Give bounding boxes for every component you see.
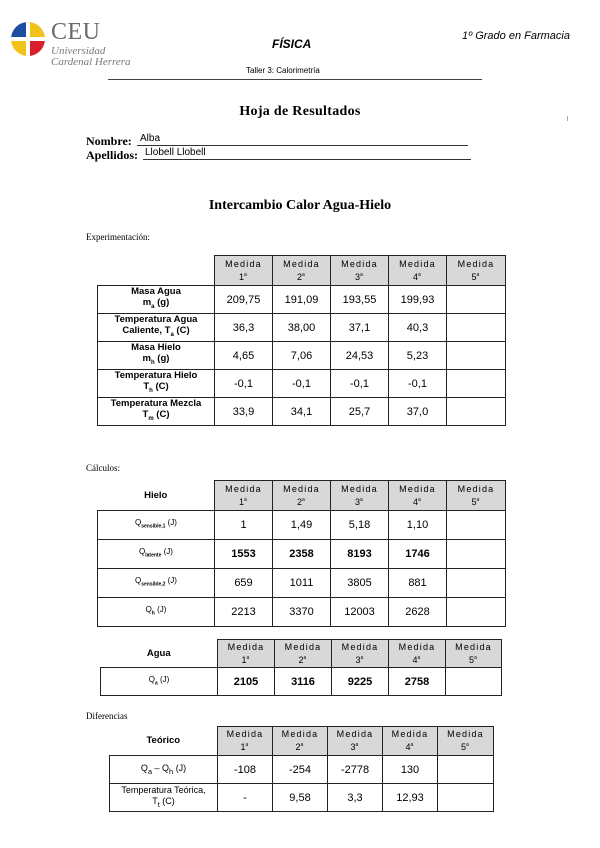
q-symbol: Q	[135, 576, 142, 586]
value-cell-2[interactable]: 9,58	[273, 784, 328, 812]
row-label-unit: (g)	[154, 297, 170, 309]
measure-word: Medida	[391, 729, 429, 739]
q-unit: (J)	[154, 605, 167, 615]
table-row	[98, 598, 506, 627]
measure-ordinal: a	[360, 654, 365, 661]
measure-header-3	[331, 481, 389, 511]
measure-number: 5	[471, 271, 477, 282]
row-label	[98, 511, 215, 540]
value-cell-5[interactable]	[438, 784, 494, 812]
header-divider	[108, 79, 482, 80]
measure-word: Medida	[457, 258, 495, 269]
table-row	[98, 569, 506, 598]
measure-number: 3	[355, 654, 361, 665]
row-label-symbol: T	[143, 381, 150, 393]
value-cell-5[interactable]	[447, 398, 506, 426]
value-cell-4[interactable]: 881	[389, 569, 447, 598]
corner-cell	[98, 256, 215, 286]
value-cell-1[interactable]: 209,75	[215, 286, 273, 314]
differences-table	[109, 726, 494, 812]
logo-line2: Cardenal Herrera	[51, 56, 131, 68]
measure-ordinal: a	[302, 271, 306, 278]
value-cell-5[interactable]	[447, 569, 506, 598]
measure-number: 3	[355, 271, 361, 282]
measure-word: Medida	[225, 483, 262, 494]
measure-header-2	[275, 640, 332, 668]
measure-ordinal: a	[360, 496, 364, 503]
q-unit: (J)	[157, 674, 170, 684]
value-cell-5[interactable]	[446, 668, 502, 696]
row-label	[98, 370, 215, 398]
surname-label: Apellidos:	[86, 148, 139, 162]
measure-header-5	[438, 727, 494, 756]
row-label-unit: (C)	[173, 325, 190, 337]
measure-header-3	[328, 727, 383, 756]
measure-header-1	[215, 481, 273, 511]
table-row	[110, 756, 494, 784]
differences-label: Diferencias	[86, 711, 128, 721]
q-minus: – Q	[152, 762, 170, 773]
value-cell-3[interactable]: 193,55	[331, 286, 389, 314]
value-cell-3[interactable]: 24,53	[331, 342, 389, 370]
row-label-line1: Temperatura Mezcla	[110, 398, 202, 410]
table-row	[98, 342, 506, 370]
table-header-row	[101, 640, 502, 668]
table-row	[98, 286, 506, 314]
row-label	[98, 398, 215, 426]
row-label	[98, 540, 215, 569]
ceu-emblem-icon	[11, 22, 45, 56]
measure-word: Medida	[283, 258, 320, 269]
row-label	[98, 314, 215, 342]
measure-number: 3	[355, 496, 361, 507]
row-label-subscript: h	[151, 359, 155, 366]
measure-word: Medida	[399, 483, 436, 494]
row-label-symbol: T	[152, 796, 158, 807]
measure-ordinal: a	[303, 654, 308, 661]
logo-brand: CEU	[51, 19, 101, 45]
measure-header-5	[447, 481, 506, 511]
value-cell-5[interactable]	[447, 598, 506, 627]
measure-number: 2	[297, 496, 303, 507]
value-cell-1[interactable]: -0,1	[215, 370, 273, 398]
q-subscript: sensible,1	[141, 523, 166, 530]
table-header-row	[110, 727, 494, 756]
value-cell-4[interactable]: 130	[383, 756, 438, 784]
measure-ordinal: a	[355, 742, 360, 748]
q-symbol: Q	[135, 518, 142, 528]
value-cell-2[interactable]: 3370	[273, 598, 331, 627]
q-subscript: a	[147, 766, 152, 776]
q-unit: (J)	[165, 576, 177, 586]
measure-word: Medida	[341, 483, 378, 494]
value-cell-3[interactable]: 8193	[331, 540, 389, 569]
row-label-line1: Masa Hielo	[131, 342, 181, 354]
value-cell-1[interactable]: -	[218, 784, 273, 812]
row-label-subscript: m	[148, 415, 154, 422]
calculations-label: Cálculos:	[86, 463, 120, 473]
grade-label: 1º Grado en Farmacia	[462, 30, 570, 42]
measure-ordinal: a	[418, 496, 422, 503]
row-label	[101, 668, 218, 696]
measure-word: Medida	[455, 641, 492, 652]
surname-field[interactable]: Llobell Llobell	[145, 147, 206, 158]
q-symbol: Q	[140, 762, 148, 773]
value-cell-1[interactable]: 33,9	[215, 398, 273, 426]
measure-word: Medida	[227, 641, 265, 652]
table-row	[98, 370, 506, 398]
value-cell-4[interactable]: 40,3	[389, 314, 447, 342]
value-cell-5[interactable]	[447, 286, 506, 314]
measure-header-2	[273, 481, 331, 511]
measure-number: 1	[239, 496, 245, 507]
measure-header-3	[332, 640, 389, 668]
value-cell-4[interactable]: 2628	[389, 598, 447, 627]
workshop-label: Taller 3: Calorimetría	[246, 66, 320, 75]
name-label: Nombre:	[86, 134, 132, 148]
measure-ordinal: a	[244, 271, 248, 278]
measure-number: 5	[461, 742, 467, 752]
q-subscript: a	[154, 680, 158, 687]
value-cell-4[interactable]: 5,23	[389, 342, 447, 370]
measure-number: 4	[413, 271, 419, 282]
row-label-subscript: a	[170, 331, 174, 338]
value-cell-2[interactable]: 2358	[273, 540, 331, 569]
value-cell-5[interactable]	[447, 540, 506, 569]
sheet-title: Hoja de Resultados	[239, 104, 361, 119]
q-subscript: latente	[145, 552, 162, 559]
measure-header-2	[273, 727, 328, 756]
q-unit: (J)	[165, 518, 177, 528]
row-label-line1: Temperatura Teórica,	[121, 785, 206, 796]
value-cell-2[interactable]: 1,49	[273, 511, 331, 540]
value-cell-2[interactable]: 7,06	[273, 342, 331, 370]
measure-header-5	[447, 256, 506, 286]
value-cell-1[interactable]: 1553	[215, 540, 273, 569]
row-label-line1: Temperatura Agua	[114, 314, 198, 326]
table-row	[98, 540, 506, 569]
measure-ordinal: a	[410, 742, 415, 748]
measure-ordinal: a	[417, 654, 422, 661]
value-cell-2[interactable]: 191,09	[273, 286, 331, 314]
table-row	[98, 314, 506, 342]
value-cell-3[interactable]: 3805	[331, 569, 389, 598]
subject-title: FÍSICA	[272, 37, 312, 51]
value-cell-4[interactable]: 2758	[389, 668, 446, 696]
q-symbol: Q	[139, 547, 146, 557]
table-header-row	[98, 256, 506, 286]
hielo-table	[97, 480, 506, 627]
measure-number: 4	[413, 496, 419, 507]
row-label	[98, 286, 215, 314]
table-row	[98, 511, 506, 540]
value-cell-1[interactable]: 4,65	[215, 342, 273, 370]
row-label-subscript: t	[157, 799, 160, 809]
table-row	[110, 784, 494, 812]
value-cell-4[interactable]: 199,93	[389, 286, 447, 314]
q-subscript: h	[151, 610, 155, 617]
value-cell-2[interactable]: 38,00	[273, 314, 331, 342]
q-unit: (J)	[161, 547, 173, 557]
measure-header-4	[383, 727, 438, 756]
value-cell-2[interactable]: -0,1	[273, 370, 331, 398]
value-cell-3[interactable]: 25,7	[331, 398, 389, 426]
measure-ordinal: a	[476, 271, 481, 278]
table-row	[98, 398, 506, 426]
measure-header-2	[273, 256, 331, 286]
agua-title: Agua	[146, 647, 171, 659]
measure-ordinal: a	[474, 654, 478, 661]
measure-word: Medida	[284, 641, 322, 652]
row-label-symbol: Caliente, T	[122, 325, 171, 337]
measure-ordinal: a	[244, 496, 248, 503]
measure-ordinal: a	[466, 742, 470, 748]
measure-ordinal: a	[246, 654, 251, 661]
row-label-unit: (g)	[154, 353, 170, 365]
experimentation-label: Experimentación:	[86, 232, 150, 242]
name-underline	[137, 145, 468, 146]
value-cell-3[interactable]: 3,3	[328, 784, 383, 812]
row-label-unit: (C)	[153, 409, 170, 421]
row-label-subscript: a	[151, 303, 155, 310]
value-cell-3[interactable]: 37,1	[331, 314, 389, 342]
measure-header-3	[331, 256, 389, 286]
value-cell-1[interactable]: 36,3	[215, 314, 273, 342]
value-cell-1[interactable]: 2213	[215, 598, 273, 627]
measure-word: Medida	[336, 729, 374, 739]
measure-header-4	[389, 256, 447, 286]
measure-ordinal: a	[418, 271, 422, 278]
measure-number: 1	[239, 271, 245, 282]
measure-word: Medida	[398, 641, 436, 652]
value-cell-1[interactable]: 1	[215, 511, 273, 540]
measure-word: Medida	[447, 729, 484, 739]
value-cell-4[interactable]: 1746	[389, 540, 447, 569]
table-header-row	[98, 481, 506, 511]
measure-number: 5	[469, 654, 475, 665]
row-label-unit: (C)	[159, 796, 175, 807]
measure-ordinal: a	[476, 496, 481, 503]
measure-word: Medida	[226, 729, 264, 739]
row-label	[98, 569, 215, 598]
value-cell-2[interactable]: 3116	[275, 668, 332, 696]
measure-word: Medida	[341, 641, 379, 652]
measure-number: 2	[297, 271, 303, 282]
q-symbol: Q	[145, 605, 152, 615]
value-cell-3[interactable]: 5,18	[331, 511, 389, 540]
name-field[interactable]: Alba	[140, 133, 161, 144]
row-label	[98, 598, 215, 627]
value-cell-5[interactable]	[447, 314, 506, 342]
value-cell-5[interactable]	[447, 511, 506, 540]
measure-word: Medida	[225, 258, 262, 269]
measure-number: 3	[350, 742, 356, 752]
measure-number: 1	[241, 654, 247, 665]
row-label-symbol: m	[142, 353, 151, 365]
agua-table	[100, 639, 502, 696]
measure-ordinal: a	[300, 742, 305, 748]
row-label-unit: (C)	[152, 381, 169, 393]
experimentation-table	[97, 255, 506, 426]
value-cell-3[interactable]: -0,1	[331, 370, 389, 398]
section-title: Intercambio Calor Agua-Hielo	[208, 198, 392, 213]
value-cell-1[interactable]: 659	[215, 569, 273, 598]
value-cell-5[interactable]	[447, 342, 506, 370]
value-cell-2[interactable]: 34,1	[273, 398, 331, 426]
row-label	[110, 784, 218, 812]
measure-header-1	[215, 256, 273, 286]
measure-ordinal: a	[302, 496, 306, 503]
theoretical-title: Teórico	[146, 735, 181, 747]
value-cell-1[interactable]: -108	[218, 756, 273, 784]
q-subscript: sensible,2	[141, 581, 166, 588]
measure-word: Medida	[341, 258, 378, 269]
row-label-symbol: T	[142, 409, 149, 421]
measure-number: 4	[405, 742, 411, 752]
value-cell-5[interactable]	[438, 756, 494, 784]
measure-number: 2	[298, 654, 304, 665]
value-cell-1[interactable]: 2105	[218, 668, 275, 696]
ceu-logo	[11, 20, 161, 70]
measure-number: 1	[240, 742, 246, 752]
value-cell-2[interactable]: 1011	[273, 569, 331, 598]
hielo-title: Hielo	[144, 489, 168, 501]
value-cell-5[interactable]	[447, 370, 506, 398]
row-label-line1: Temperatura Hielo	[114, 370, 198, 382]
logo-line1: Universidad	[51, 45, 106, 57]
measure-ordinal: a	[245, 742, 250, 748]
measure-word: Medida	[283, 483, 320, 494]
table-row	[101, 668, 502, 696]
measure-header-1	[218, 727, 273, 756]
row-label-subscript: h	[149, 387, 153, 394]
row-label	[110, 756, 218, 784]
q-subscript: h	[169, 766, 174, 776]
measure-header-1	[218, 640, 275, 668]
value-cell-3[interactable]: 12003	[331, 598, 389, 627]
value-cell-3[interactable]: -2778	[328, 756, 383, 784]
row-label-symbol: m	[142, 297, 152, 309]
measure-word: Medida	[457, 483, 495, 494]
measure-word: Medida	[399, 258, 436, 269]
value-cell-4[interactable]: 1,10	[389, 511, 447, 540]
value-cell-4[interactable]: -0,1	[389, 370, 447, 398]
measure-number: 2	[295, 742, 301, 752]
surname-underline	[143, 159, 471, 160]
measure-number: 4	[412, 654, 418, 665]
value-cell-4[interactable]: 12,93	[383, 784, 438, 812]
measure-header-5	[446, 640, 502, 668]
row-label	[98, 342, 215, 370]
q-unit: (J)	[173, 762, 187, 773]
measure-ordinal: a	[360, 271, 364, 278]
measure-header-4	[389, 640, 446, 668]
value-cell-3[interactable]: 9225	[332, 668, 389, 696]
q-symbol: Q	[148, 674, 155, 684]
row-label-line1: Masa Agua	[131, 286, 181, 298]
measure-word: Medida	[281, 729, 319, 739]
measure-header-4	[389, 481, 447, 511]
value-cell-2[interactable]: -254	[273, 756, 328, 784]
value-cell-4[interactable]: 37,0	[389, 398, 447, 426]
measure-number: 5	[471, 496, 477, 507]
